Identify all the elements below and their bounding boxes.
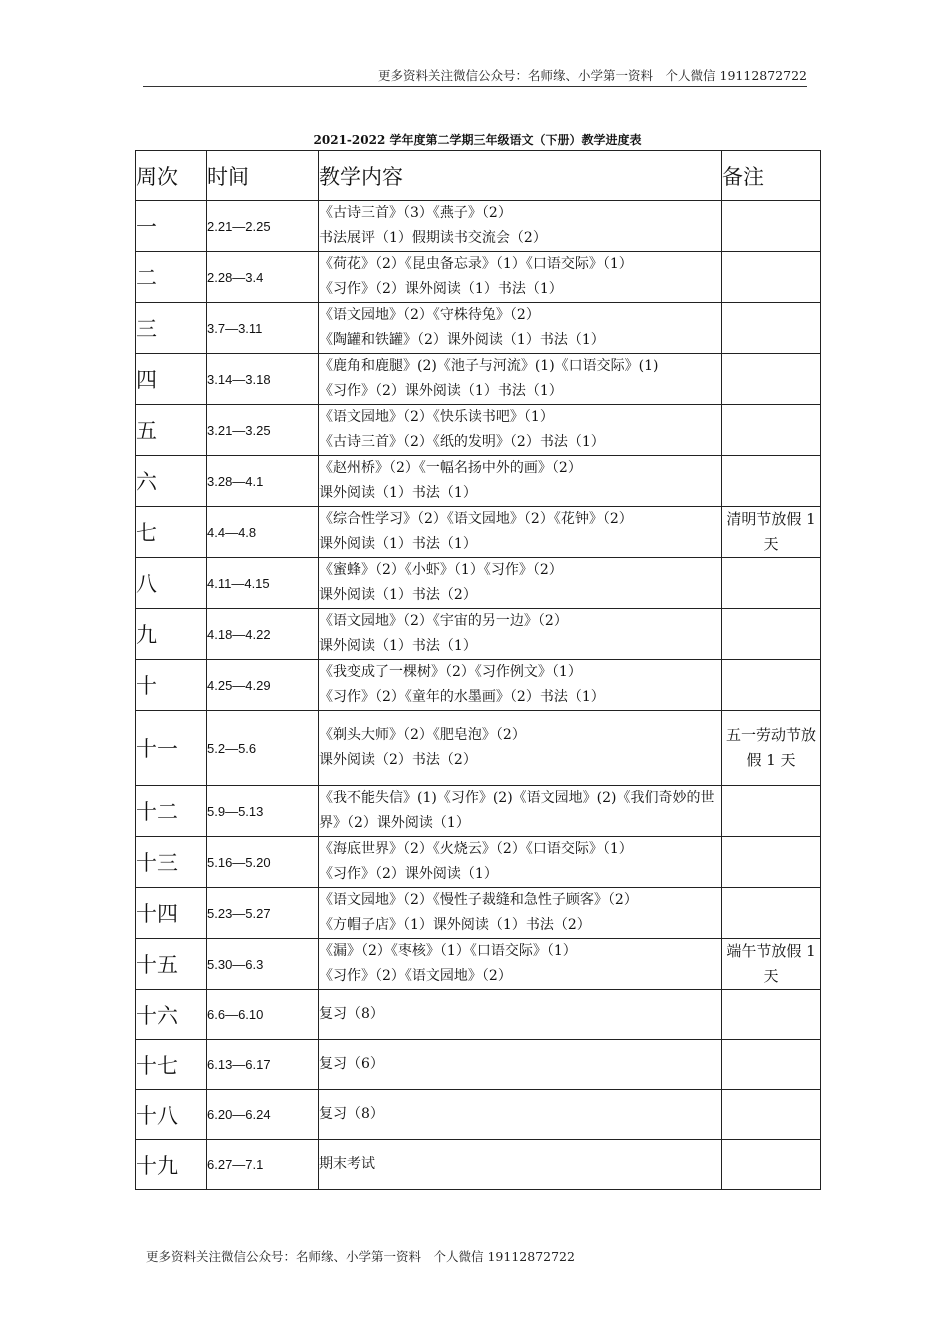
time-cell: 2.21—2.25 — [207, 201, 319, 252]
note-cell: 五一劳动节放假 1 天 — [722, 711, 821, 786]
table-row — [136, 609, 821, 660]
week-cell: 一 — [136, 201, 207, 252]
table-row — [136, 405, 821, 456]
time-cell: 4.4—4.8 — [207, 507, 319, 558]
content-line: 《语文园地》（2）《宇宙的另一边》（2） — [319, 613, 568, 629]
week-cell: 十八 — [136, 1090, 207, 1140]
column-header-time: 时间 — [207, 151, 319, 201]
content-line: 《陶罐和铁罐》（2）课外阅读（1）书法（1） — [319, 332, 605, 348]
column-header-content: 教学内容 — [319, 151, 722, 201]
note-cell — [722, 660, 821, 711]
content-cell — [319, 1040, 722, 1090]
week-cell: 十七 — [136, 1040, 207, 1090]
time-cell: 6.27—7.1 — [207, 1140, 319, 1190]
content-cell — [319, 507, 722, 558]
time-cell: 6.20—6.24 — [207, 1090, 319, 1140]
content-line: 《漏》（2）《枣核》（1）《口语交际》（1） — [319, 943, 577, 959]
note-cell — [722, 837, 821, 888]
content-cell — [319, 711, 722, 786]
header-note: 更多资料关注微信公众号：名师缘、小学第一资料 个人微信 19112872722 — [378, 68, 807, 83]
table-row — [136, 1090, 821, 1140]
content-cell — [319, 660, 722, 711]
content-cell — [319, 303, 722, 354]
content-line: 书法展评（1）假期读书交流会（2） — [319, 230, 547, 246]
week-cell: 六 — [136, 456, 207, 507]
table-row — [136, 456, 821, 507]
content-cell — [319, 456, 722, 507]
note-cell — [722, 1040, 821, 1090]
week-cell: 十二 — [136, 786, 207, 837]
content-line: 《习作》（2）课外阅读（1）书法（1） — [319, 281, 563, 297]
week-cell: 十六 — [136, 990, 207, 1040]
note-cell — [722, 252, 821, 303]
table-row — [136, 888, 821, 939]
week-cell: 十三 — [136, 837, 207, 888]
table-row — [136, 507, 821, 558]
content-cell — [319, 786, 722, 837]
content-line: 课外阅读（1）书法（2） — [319, 587, 477, 603]
content-cell — [319, 252, 722, 303]
content-line: 《我不能失信》(1)《习作》(2)《语文园地》(2)《我们奇妙的世界》（2）课外阅读（1） — [319, 790, 715, 831]
note-cell — [722, 558, 821, 609]
table-row — [136, 354, 821, 405]
footer-note: 更多资料关注微信公众号：名师缘、小学第一资料 个人微信 19112872722 — [146, 1249, 575, 1264]
table-row — [136, 252, 821, 303]
week-cell: 十一 — [136, 711, 207, 786]
document-title: 2021-2022 学年度第二学期三年级语文（下册）教学进度表 — [313, 133, 642, 147]
content-line: 《习作》（2）课外阅读（1）书法（1） — [319, 383, 563, 399]
note-cell — [722, 888, 821, 939]
time-cell: 6.6—6.10 — [207, 990, 319, 1040]
week-cell: 四 — [136, 354, 207, 405]
content-line: 《赵州桥》（2）《一幅名扬中外的画》（2） — [319, 460, 582, 476]
content-cell — [319, 354, 722, 405]
content-line: 《语文园地》（2）《快乐读书吧》（1） — [319, 409, 554, 425]
week-cell: 十四 — [136, 888, 207, 939]
content-line: 《古诗三首》（3）《燕子》（2） — [319, 205, 512, 221]
table-row — [136, 939, 821, 990]
table-row — [136, 660, 821, 711]
content-line: 课外阅读（1）书法（1） — [319, 485, 477, 501]
time-cell: 4.25—4.29 — [207, 660, 319, 711]
table-row — [136, 1040, 821, 1090]
table-header-row — [136, 151, 821, 201]
content-line: 课外阅读（1）书法（1） — [319, 536, 477, 552]
content-line: 课外阅读（2）书法（2） — [319, 752, 477, 768]
content-line: 《海底世界》（2）《火烧云》（2）《口语交际》（1） — [319, 841, 633, 857]
time-cell: 3.7—3.11 — [207, 303, 319, 354]
content-line: 《我变成了一棵树》（2）《习作例文》（1） — [319, 664, 582, 680]
note-cell — [722, 405, 821, 456]
schedule-table — [135, 150, 821, 1190]
week-cell: 十九 — [136, 1140, 207, 1190]
content-cell — [319, 1140, 722, 1190]
note-cell — [722, 990, 821, 1040]
table-row — [136, 303, 821, 354]
column-header-note: 备注 — [722, 151, 821, 201]
table-row — [136, 558, 821, 609]
schedule-rows — [136, 201, 821, 1190]
time-cell: 5.23—5.27 — [207, 888, 319, 939]
content-line: 《习作》（2）《语文园地》（2） — [319, 968, 512, 984]
content-line: 《习作》（2）《童年的水墨画》（2）书法（1） — [319, 689, 605, 705]
time-cell: 3.14—3.18 — [207, 354, 319, 405]
week-cell: 五 — [136, 405, 207, 456]
header-rule — [143, 86, 807, 87]
note-cell — [722, 456, 821, 507]
week-cell: 二 — [136, 252, 207, 303]
content-cell — [319, 1090, 722, 1140]
week-cell: 八 — [136, 558, 207, 609]
note-cell — [722, 609, 821, 660]
content-cell — [319, 609, 722, 660]
time-cell: 2.28—3.4 — [207, 252, 319, 303]
week-cell: 十五 — [136, 939, 207, 990]
week-cell: 十 — [136, 660, 207, 711]
note-cell — [722, 303, 821, 354]
table-row — [136, 711, 821, 786]
time-cell: 4.18—4.22 — [207, 609, 319, 660]
content-cell — [319, 939, 722, 990]
content-cell — [319, 990, 722, 1040]
table-row — [136, 201, 821, 252]
note-cell — [722, 201, 821, 252]
time-cell: 4.11—4.15 — [207, 558, 319, 609]
time-cell: 3.28—4.1 — [207, 456, 319, 507]
table-row — [136, 837, 821, 888]
content-line: 《古诗三首》（2）《纸的发明》（2）书法（1） — [319, 434, 605, 450]
content-line: 《综合性学习》（2）《语文园地》（2）《花钟》（2） — [319, 511, 633, 527]
content-cell — [319, 201, 722, 252]
content-line: 《习作》（2）课外阅读（1） — [319, 866, 498, 882]
note-cell — [722, 1140, 821, 1190]
note-cell — [722, 1090, 821, 1140]
time-cell: 6.13—6.17 — [207, 1040, 319, 1090]
content-line: 《剃头大师》（2）《肥皂泡》（2） — [319, 727, 526, 743]
content-cell — [319, 558, 722, 609]
content-line: 复习（6） — [319, 1056, 384, 1072]
content-line: 复习（8） — [319, 1006, 384, 1022]
content-line: 期末考试 — [319, 1156, 375, 1172]
content-line: 《蜜蜂》（2）《小虾》（1）《习作》（2） — [319, 562, 563, 578]
content-cell — [319, 837, 722, 888]
content-line: 《语文园地》（2）《慢性子裁缝和急性子顾客》（2） — [319, 892, 638, 908]
content-line: 《方帽子店》（1）课外阅读（1）书法（2） — [319, 917, 591, 933]
note-cell — [722, 786, 821, 837]
content-line: 复习（8） — [319, 1106, 384, 1122]
week-cell: 七 — [136, 507, 207, 558]
time-cell: 5.30—6.3 — [207, 939, 319, 990]
week-cell: 九 — [136, 609, 207, 660]
note-cell — [722, 354, 821, 405]
time-cell: 3.21—3.25 — [207, 405, 319, 456]
content-line: 《语文园地》（2）《守株待兔》（2） — [319, 307, 540, 323]
time-cell: 5.2—5.6 — [207, 711, 319, 786]
time-cell: 5.16—5.20 — [207, 837, 319, 888]
content-line: 《鹿角和鹿腿》(2)《池子与河流》(1)《口语交际》(1) — [319, 358, 659, 374]
table-row — [136, 990, 821, 1040]
content-cell — [319, 405, 722, 456]
note-cell: 端午节放假 1 天 — [722, 939, 821, 990]
week-cell: 三 — [136, 303, 207, 354]
content-cell — [319, 888, 722, 939]
table-row — [136, 786, 821, 837]
table-row — [136, 1140, 821, 1190]
content-line: 《荷花》（2）《昆虫备忘录》（1）《口语交际》（1） — [319, 256, 633, 272]
content-line: 课外阅读（1）书法（1） — [319, 638, 477, 654]
note-cell: 清明节放假 1 天 — [722, 507, 821, 558]
time-cell: 5.9—5.13 — [207, 786, 319, 837]
column-header-week: 周次 — [136, 151, 207, 201]
